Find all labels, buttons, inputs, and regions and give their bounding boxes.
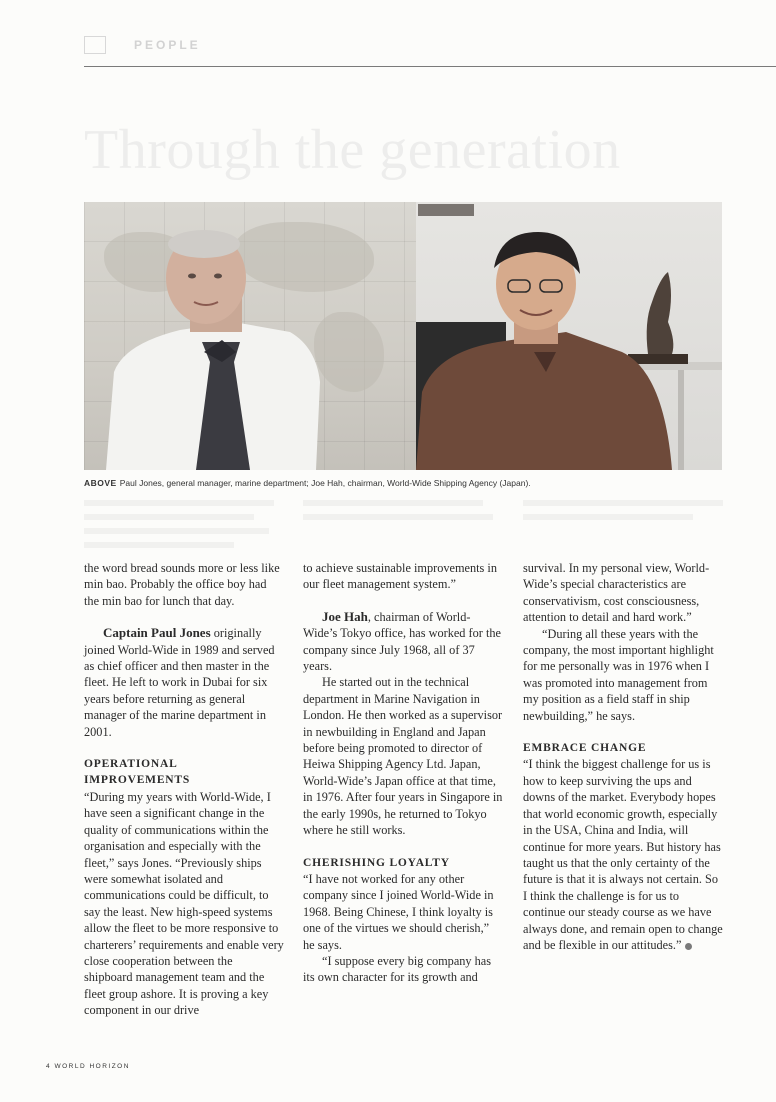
caption-text: Paul Jones, general manager, marine department; Joe Hah, chairman, World-Wide Shipping Agency (Japan). <box>119 478 531 488</box>
section-label: PEOPLE <box>134 38 201 52</box>
person-paul-jones <box>84 202 416 470</box>
paragraph: “I think the biggest challenge for us is how to keep surviving the ups and downs of the market. Everybody hopes that world economic growth, especially in the USA, China and India, will continue for more years. But history has taught us that the only certainty of the future is that it is always not certain. So I think the challenge is for us to continue our steady course as we have always done, and remain open to change and be flexible in our attitudes.” <box>523 757 723 952</box>
paragraph: He started out in the technical department in Marine Navigation in London. He then worked as a supervisor in newbuilding in England and Japan before being promoted to director of Heiwa Shipping Agency Ltd. Japan, World-Wide’s Japan office at that time, in 1976. After four years in Singapore in the early 1990s, he returned to Tokyo where he still works. <box>303 675 503 838</box>
publication-name: WORLD HORIZON <box>54 1063 130 1070</box>
end-of-article-bullet-icon <box>685 943 692 950</box>
page-number: 4 <box>46 1063 52 1070</box>
person-name: Joe Hah <box>322 608 368 624</box>
section-heading: CHERISHING LOYALTY <box>303 856 450 869</box>
photo-paul-jones <box>84 202 416 470</box>
section-heading: EMBRACE CHANGE <box>523 742 647 755</box>
paragraph: Captain Paul Jones originally joined World-Wide in 1989 and served as chief officer and then master in the fleet. He left to work in Dubai for six years before returning as general manager of the marine department in 2001. <box>84 625 275 739</box>
caption-lead: ABOVE <box>84 478 117 488</box>
paragraph: to achieve sustainable improvements in our fleet management system.” <box>303 561 497 592</box>
photo-joe-hah <box>416 202 722 470</box>
paragraph: “During my years with World-Wide, I have seen a significant change in the quality of communications within the organisation and especially with the fleet,” says Jones. “Previously ships were somewhat isolated and communications could be difficult, to say the least. New high-speed systems allow the fleet to be more responsive to charterers’ requirements and enable very close cooperation between the shipboard management team and the fleet group ashore. It is proving a key component in our drive <box>84 789 284 1018</box>
paragraph: “I suppose every big company has its own character for its growth and <box>303 953 492 985</box>
page-footer <box>46 1063 130 1070</box>
photo-caption <box>84 478 724 488</box>
paragraph: the word bread sounds more or less like min bao. Probably the office boy had the min bao for lunch that day. <box>84 561 280 608</box>
article-column-3 <box>523 560 723 953</box>
faded-intro-text <box>84 496 776 552</box>
person-joe-hah <box>416 202 722 470</box>
paragraph: “During all these years with the company, the most important highlight for me personally was in 1976 when I was promoted into management from my position as a field staff in ship newbuilding,” he says. <box>523 626 714 723</box>
article-column-2 <box>303 560 503 986</box>
paragraph: Joe Hah, chairman of World-Wide’s Tokyo office, has worked for the company since July 1968, all of 37 years. <box>303 608 501 674</box>
header-rule <box>84 66 776 67</box>
paragraph: survival. In my personal view, World-Wide’s special characteristics are conservativism, cost consciousness, attention to detail and hard work.” <box>523 561 710 625</box>
paragraph: “I have not worked for any other company since I joined World-Wide in 1968. Being Chinese, I think loyalty is one of the virtues we should cherish,” he says. <box>303 871 494 952</box>
article-column-1 <box>84 560 284 1019</box>
person-name: Captain Paul Jones <box>103 625 211 641</box>
section-heading: OPERATIONAL IMPROVEMENTS <box>84 758 191 787</box>
faded-headline: Through the generation <box>84 119 621 181</box>
section-marker-box <box>84 36 106 54</box>
